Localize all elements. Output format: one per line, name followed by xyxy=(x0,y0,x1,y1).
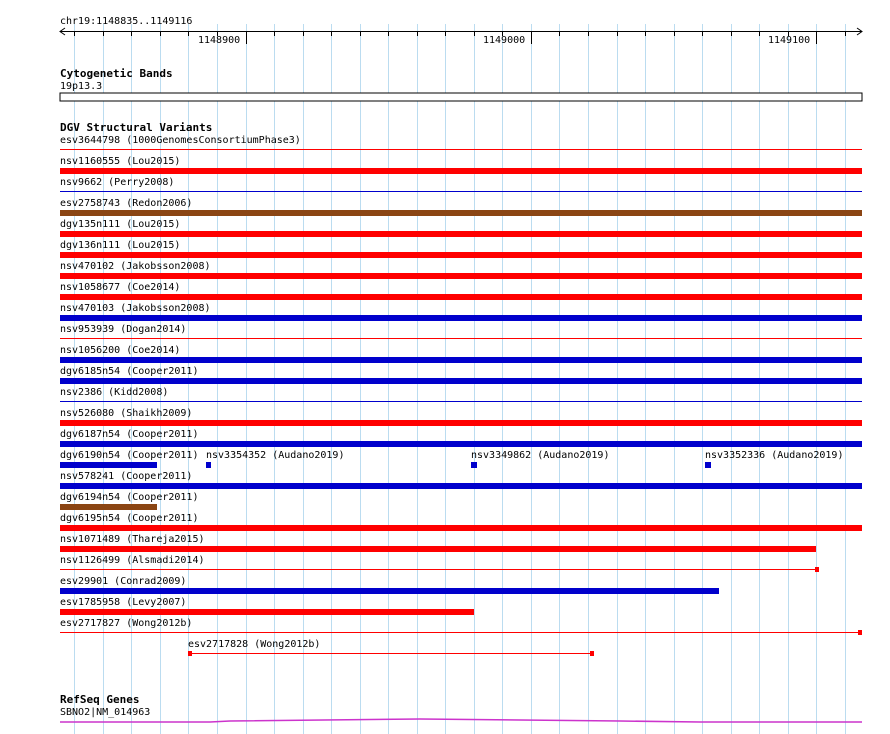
dgv-variant-bar[interactable] xyxy=(60,441,862,447)
dgv-variant-label[interactable]: nsv470102 (Jakobsson2008) xyxy=(60,261,211,272)
refseq-gene-label[interactable]: SBNO2|NM_014963 xyxy=(60,707,151,718)
dgv-variant-label[interactable]: dgv6190n54 (Cooper2011) xyxy=(60,450,199,461)
dgv-variant-bar[interactable] xyxy=(60,273,862,279)
dgv-variant-bar[interactable] xyxy=(60,252,862,258)
refseq-track-title[interactable]: RefSeq Genes xyxy=(60,693,140,706)
dgv-variant-label[interactable]: esv2717827 (Wong2012b) xyxy=(60,618,193,629)
dgv-variant-label[interactable]: nsv2386 (Kidd2008) xyxy=(60,387,169,398)
dgv-variant-bar[interactable] xyxy=(60,231,862,237)
dgv-variant-label[interactable]: esv3644798 (1000GenomesConsortiumPhase3) xyxy=(60,135,301,146)
dgv-variant-label[interactable]: dgv136n111 (Lou2015) xyxy=(60,240,181,251)
dgv-variant-bar[interactable] xyxy=(60,504,157,510)
cytoband-track-title[interactable]: Cytogenetic Bands xyxy=(60,67,173,80)
dgv-variant-label[interactable]: nsv9662 (Perry2008) xyxy=(60,177,175,188)
dgv-variant-label[interactable]: nsv470103 (Jakobsson2008) xyxy=(60,303,211,314)
dgv-variant-bar[interactable] xyxy=(60,420,862,426)
ruler-location-label: chr19:1148835..1149116 xyxy=(60,16,193,27)
dgv-variant-end-cap xyxy=(815,567,819,572)
dgv-variant-label[interactable]: nsv953939 (Dogan2014) xyxy=(60,324,187,335)
dgv-variant-label[interactable]: nsv1058677 (Coe2014) xyxy=(60,282,181,293)
dgv-variant-label[interactable]: esv29901 (Conrad2009) xyxy=(60,576,187,587)
dgv-variant-label[interactable]: nsv1056200 (Coe2014) xyxy=(60,345,181,356)
refseq-gene-model[interactable] xyxy=(60,719,862,722)
dgv-variant-label[interactable]: esv1785958 (Levy2007) xyxy=(60,597,187,608)
cytoband-bar[interactable] xyxy=(60,93,862,101)
dgv-variant-label[interactable]: nsv3352336 (Audano2019) xyxy=(705,450,844,461)
dgv-variant-bar[interactable] xyxy=(60,525,862,531)
dgv-variant-label[interactable]: nsv1126499 (Alsmadi2014) xyxy=(60,555,205,566)
cytoband-label: 19p13.3 xyxy=(60,81,103,92)
dgv-variant-label[interactable]: dgv6185n54 (Cooper2011) xyxy=(60,366,199,377)
dgv-variant-label[interactable]: nsv578241 (Cooper2011) xyxy=(60,471,193,482)
dgv-variant-bar[interactable] xyxy=(471,462,477,468)
dgv-variant-bar[interactable] xyxy=(60,315,862,321)
dgv-variant-bar[interactable] xyxy=(705,462,711,468)
dgv-variant-label[interactable]: dgv135n111 (Lou2015) xyxy=(60,219,181,230)
dgv-variant-bar[interactable] xyxy=(60,609,474,615)
dgv-variant-bar[interactable] xyxy=(60,588,719,594)
dgv-variant-bar[interactable] xyxy=(206,462,211,468)
dgv-variant-label[interactable]: dgv6187n54 (Cooper2011) xyxy=(60,429,199,440)
dgv-variant-label[interactable]: dgv6195n54 (Cooper2011) xyxy=(60,513,199,524)
dgv-variant-bar[interactable] xyxy=(60,462,157,468)
dgv-variant-end-cap xyxy=(858,630,862,635)
dgv-variant-bar[interactable] xyxy=(60,168,862,174)
dgv-variant-start-cap xyxy=(188,651,192,656)
dgv-variant-bar[interactable] xyxy=(60,357,862,363)
dgv-variant-label[interactable]: nsv3349862 (Audano2019) xyxy=(471,450,610,461)
dgv-variant-bar[interactable] xyxy=(60,378,862,384)
dgv-variant-label[interactable]: nsv1160555 (Lou2015) xyxy=(60,156,181,167)
dgv-variant-end-cap xyxy=(590,651,594,656)
dgv-variant-label[interactable]: nsv526080 (Shaikh2009) xyxy=(60,408,193,419)
dgv-variant-label[interactable]: esv2717828 (Wong2012b) xyxy=(188,639,321,650)
dgv-variant-bar[interactable] xyxy=(60,210,862,216)
dgv-variant-label[interactable]: nsv3354352 (Audano2019) xyxy=(206,450,345,461)
dgv-track-title[interactable]: DGV Structural Variants xyxy=(60,121,213,134)
dgv-variant-bar[interactable] xyxy=(60,483,862,489)
dgv-variant-label[interactable]: nsv1071489 (Thareja2015) xyxy=(60,534,205,545)
ruler-tick-label: 1148900 xyxy=(198,35,241,46)
ruler-tick-label: 1149000 xyxy=(483,35,526,46)
ruler-tick-label: 1149100 xyxy=(768,35,811,46)
dgv-variant-bar[interactable] xyxy=(60,546,816,552)
dgv-variant-label[interactable]: dgv6194n54 (Cooper2011) xyxy=(60,492,199,503)
dgv-variant-label[interactable]: esv2758743 (Redon2006) xyxy=(60,198,193,209)
dgv-variant-bar[interactable] xyxy=(60,294,862,300)
